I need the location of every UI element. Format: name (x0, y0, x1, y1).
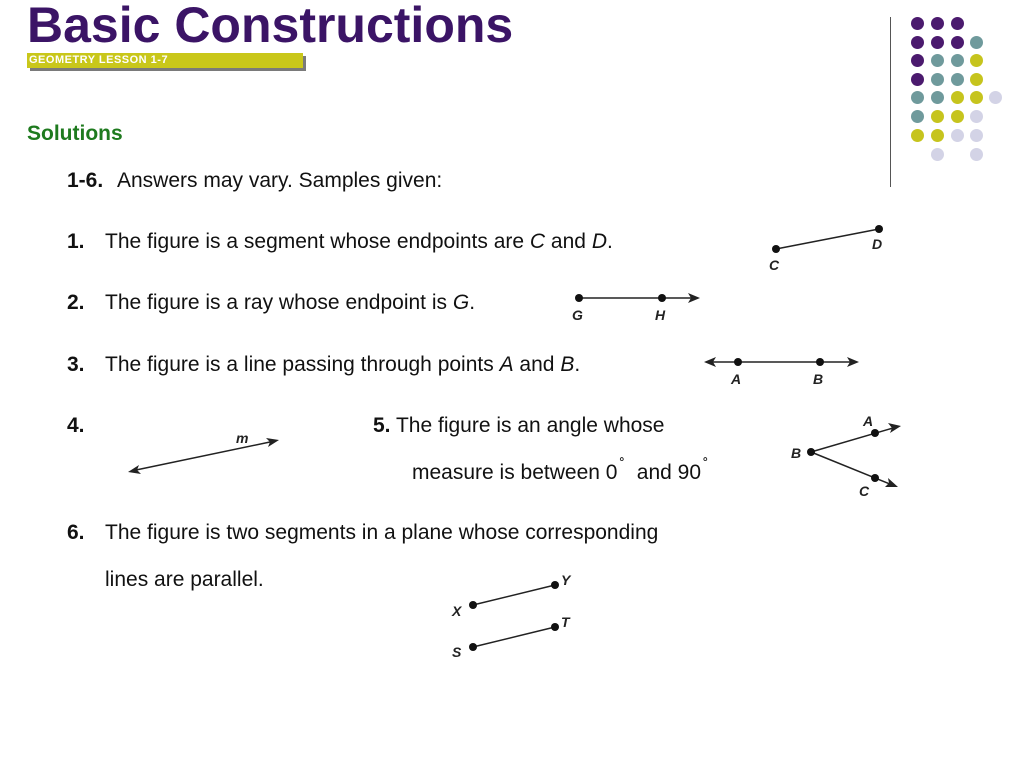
point-label: A (863, 413, 874, 429)
item-5-text: measure is between 0 (412, 461, 618, 484)
slide-title: Basic Constructions (27, 0, 514, 53)
line-label: m (236, 430, 249, 446)
item-5-text: and 90 (636, 461, 702, 484)
item-4-number: 4. (67, 414, 85, 437)
point (871, 474, 879, 482)
item-3-var-b: B (560, 353, 575, 376)
item-2-text-part: The figure is a ray whose endpoint is (105, 291, 453, 314)
point-label: H (655, 307, 666, 323)
item-1-var-d: D (591, 230, 607, 253)
point (551, 581, 559, 589)
item-1-text-part: and (545, 230, 592, 253)
item-1-var-c: C (529, 230, 546, 253)
item-6-line-2: lines are parallel. (105, 568, 264, 591)
lesson-banner-label: GEOMETRY LESSON 1-7 (29, 54, 169, 66)
point-label: A (731, 371, 742, 387)
item-1-text-part: . (606, 230, 613, 253)
point (658, 294, 666, 302)
point (469, 643, 477, 651)
angle-ray (811, 428, 893, 452)
point (807, 448, 815, 456)
item-6-number: 6. (67, 521, 85, 544)
item-1-number: 1. (67, 230, 85, 253)
point (551, 623, 559, 631)
item-3-text-part: . (574, 353, 581, 376)
point (871, 429, 879, 437)
intro-text: Answers may vary. Samples given: (117, 169, 443, 192)
item-2-var-g: G (452, 291, 470, 314)
point (816, 358, 824, 366)
item-3-text-part: and (513, 353, 561, 376)
point (875, 225, 883, 233)
item-2-text-part: . (469, 291, 476, 314)
point (575, 294, 583, 302)
segment-xy (473, 585, 555, 605)
item-6-line-1: The figure is two segments in a plane whose corresponding (105, 521, 659, 544)
segment-st (473, 627, 555, 647)
item-3-text-part: The figure is a line passing through points (105, 353, 500, 376)
point (469, 601, 477, 609)
item-2-number: 2. (67, 291, 85, 314)
point-label: S (452, 644, 462, 660)
point-label: B (813, 371, 824, 387)
item-5-text: The figure is an angle whose (395, 414, 665, 437)
degree-symbol: ˚ (703, 457, 709, 474)
segment-line (776, 229, 879, 249)
point-label: D (872, 236, 883, 252)
solutions-heading: Solutions (27, 122, 123, 145)
point-label: G (572, 307, 583, 323)
item-5-number: 5. (373, 414, 391, 437)
arrowhead (888, 423, 901, 433)
point (734, 358, 742, 366)
degree-symbol: ˚ (619, 457, 625, 474)
item-1-text-part: The figure is a segment whose endpoints are (105, 230, 530, 253)
point-label: C (859, 483, 870, 499)
item-3-number: 3. (67, 353, 85, 376)
point-label: X (452, 603, 462, 619)
item-3-var-a: A (499, 353, 514, 376)
point-label: Y (561, 572, 571, 588)
point-label: C (769, 257, 780, 273)
point-label: B (791, 445, 802, 461)
line-m (136, 442, 270, 470)
point-label: T (561, 614, 570, 630)
intro-number: 1-6. (67, 169, 104, 192)
point (772, 245, 780, 253)
